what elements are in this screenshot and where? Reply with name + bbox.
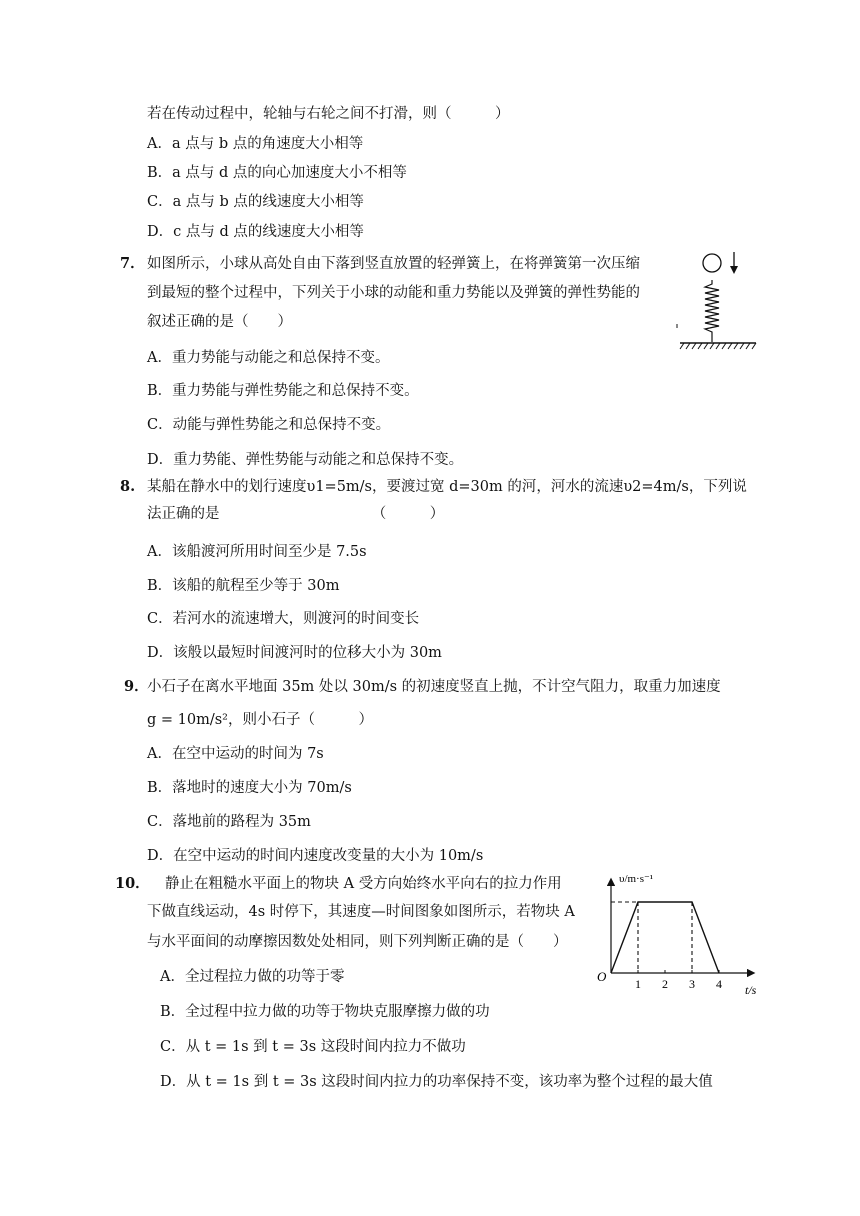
y-axis-label: υ/m·s⁻¹ — [619, 873, 654, 885]
q7-stem-line-3: 叙述正确的是（ ） — [147, 314, 292, 330]
q7-number: 7． — [120, 255, 145, 272]
x-tick-label: 2 — [662, 977, 668, 991]
ground-hatch-icon — [680, 343, 756, 349]
q9-number: 9． — [124, 678, 149, 695]
q7-spring-figure — [672, 246, 762, 354]
q10-vt-chart — [585, 868, 765, 996]
q8-option-a: A．该船渡河所用时间至少是 7.5s — [147, 544, 367, 560]
q8-option-d: D．该般以最短时间渡河时的位移大小为 30m — [147, 645, 442, 661]
q10-stem-line-2: 下做直线运动，4s 时停下，其速度—时间图象如图所示，若物块 A — [147, 904, 575, 920]
q7-option-a: A．重力势能与动能之和总保持不变。 — [147, 350, 390, 366]
q6-option-d: D．c 点与 d 点的线速度大小相等 — [147, 224, 364, 240]
q10-option-c: C．从 t = 1s 到 t = 3s 这段时间内拉力不做功 — [160, 1039, 466, 1055]
q8-stem-line-2: 法正确的是 （ ） — [147, 506, 445, 522]
q9-stem-line-2: g = 10m/s²，则小石子（ ） — [147, 712, 373, 728]
q8-stem-line-1: 某船在静水中的划行速度υ1=5m/s，要渡过宽 d=30m 的河，河水的流速υ2=4m/s，下列说 — [147, 479, 747, 495]
q6-option-b: B．a 点与 d 点的向心加速度大小不相等 — [147, 165, 407, 181]
down-arrow-icon — [730, 252, 738, 274]
q8-option-b: B．该船的航程至少等于 30m — [147, 578, 340, 594]
q8-option-c: C．若河水的流速增大，则渡河的时间变长 — [147, 611, 420, 627]
x-tick-label: 1 — [635, 977, 641, 991]
q9-option-a: A．在空中运动的时间为 7s — [147, 746, 324, 762]
q10-option-a: A．全过程拉力做的功等于零 — [160, 969, 345, 985]
x-tick-label: 3 — [689, 977, 695, 991]
q7-stem-line-2: 到最短的整个过程中，下列关于小球的动能和重力势能以及弹簧的弹性势能的 — [147, 285, 640, 301]
x-tick-label: 4 — [716, 977, 722, 991]
q7-option-c: C．动能与弹性势能之和总保持不变。 — [147, 417, 391, 433]
q7-option-d: D．重力势能、弹性势能与动能之和总保持不变。 — [147, 452, 464, 468]
spring-icon — [705, 280, 719, 342]
q7-stem-line-1: 如图所示，小球从高处自由下落到竖直放置的轻弹簧上，在将弹簧第一次压缩 — [147, 256, 640, 272]
q6-stem: 若在传动过程中，轮轴与右轮之间不打滑，则（ ） — [147, 106, 510, 122]
velocity-series-line — [611, 902, 719, 973]
q8-number: 8. — [120, 478, 136, 495]
q9-stem-line-1: 小石子在离水平地面 35m 处以 30m/s 的初速度竖直上抛，不计空气阻力，取重力加速度 — [147, 679, 721, 695]
origin-label: O — [597, 969, 607, 984]
q10-option-d: D．从 t = 1s 到 t = 3s 这段时间内拉力的功率保持不变，该功率为整个过程的最大值 — [160, 1074, 713, 1090]
x-axis-label: t/s — [745, 983, 757, 996]
q10-option-b: B．全过程中拉力做的功等于物块克服摩擦力做的功 — [160, 1004, 490, 1020]
q10-number: 10． — [115, 875, 150, 892]
q9-option-b: B．落地时的速度大小为 70m/s — [147, 780, 352, 796]
q10-stem-line-1: 静止在粗糙水平面上的物块 A 受方向始终水平向右的拉力作用 — [165, 876, 562, 892]
q6-option-c: C．a 点与 b 点的线速度大小相等 — [147, 194, 364, 210]
q10-stem-line-3: 与水平面间的动摩擦因数处处相同，则下列判断正确的是（ ） — [147, 934, 568, 950]
q9-option-c: C．落地前的路程为 35m — [147, 814, 311, 830]
q7-option-b: B．重力势能与弹性势能之和总保持不变。 — [147, 383, 419, 399]
ball-icon — [703, 254, 721, 272]
q9-option-d: D．在空中运动的时间内速度改变量的大小为 10m/s — [147, 848, 484, 864]
q6-option-a: A．a 点与 b 点的角速度大小相等 — [147, 136, 364, 152]
